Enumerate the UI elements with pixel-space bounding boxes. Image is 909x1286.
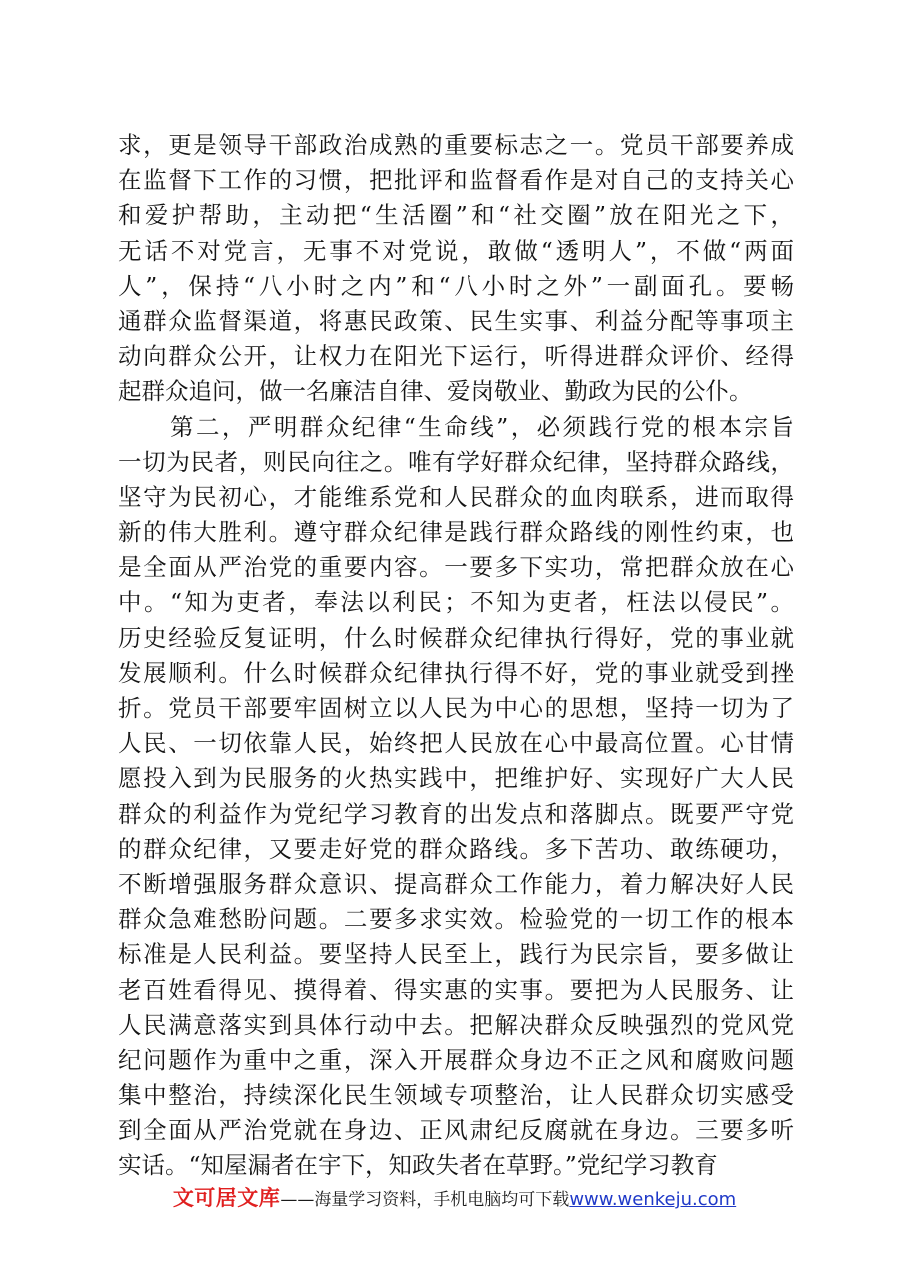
footer-website-link[interactable]: www.wenkeju.com [569,1189,737,1210]
text-line: 是全面从严治党的重要内容。一要多下实功，常把群众放在心 [118,553,794,582]
body-text [118,128,794,1184]
footer-banner [0,1182,909,1212]
text-line: 折。党员干部要牢固树立以人民为中心的思想，坚持一切为了 [118,694,794,722]
text-line: 不断增强服务群众意识、提高群众工作能力，着力解决好人民 [118,869,794,898]
text-line: 愿投入到为民服务的火热实践中，把维护好、实现好广大人民 [118,764,794,793]
text-line: 无话不对党言，无事不对党说，敢做“透明人”，不做“两面 [118,236,794,265]
text-line: 和爱护帮助，主动把“生活圈”和“社交圈”放在阳光之下， [118,201,794,230]
text-line: 标准是人民利益。要坚持人民至上，践行为民宗旨，要多做让 [118,940,794,969]
text-line: 中。“知为吏者，奉法以利民；不知为吏者，枉法以侵民”。 [118,588,794,617]
text-line: 到全面从严治党就在身边、正风肃纪反腐就在身边。三要多听 [118,1116,794,1145]
text-line: 实话。“知屋漏者在宇下，知政失者在草野。”党纪学习教育 [118,1151,718,1180]
text-line: 纪问题作为重中之重，深入开展群众身边不正之风和腐败问题 [118,1045,794,1074]
text-line: 群众急难愁盼问题。二要多求实效。检验党的一切工作的根本 [118,905,794,934]
text-line: 人民、一切依靠人民，始终把人民放在心中最高位置。心甘情 [118,729,794,758]
text-line: 人”，保持“八小时之内”和“八小时之外”一副面孔。要畅 [118,271,794,300]
text-line: 历史经验反复证明，什么时候群众纪律执行得好，党的事业就 [118,623,794,652]
text-line: 第二，严明群众纪律“生命线”，必须践行党的根本宗旨 [118,412,794,441]
text-line: 求，更是领导干部政治成熟的重要标志之一。党员干部要养成 [118,131,794,159]
text-line: 起群众追问，做一名廉洁自律、爱岗敬业、勤政为民的公仆。 [118,377,753,406]
text-line: 群众的利益作为党纪学习教育的出发点和落脚点。既要严守党 [118,799,794,828]
footer-brand: 文可居文库 [172,1186,281,1210]
text-line: 人民满意落实到具体行动中去。把解决群众反映强烈的党风党 [118,1010,794,1039]
text-line: 坚守为民初心，才能维系党和人民群众的血肉联系，进而取得 [118,482,794,511]
text-line: 动向群众公开，让权力在阳光下运行，听得进群众评价、经得 [118,342,794,371]
text-line: 一切为民者，则民向往之。唯有学好群众纪律，坚持群众路线， [118,447,794,476]
text-line: 老百姓看得见、摸得着、得实惠的实事。要把为人民服务、让 [118,975,794,1004]
text-line: 发展顺利。什么时候群众纪律执行得不好，党的事业就受到挫 [118,658,794,687]
text-line: 集中整治，持续深化民生领域专项整治，让人民群众切实感受 [118,1081,794,1110]
text-line: 通群众监督渠道，将惠民政策、民生实事、利益分配等事项主 [118,306,794,335]
text-line: 在监督下工作的习惯，把批评和监督看作是对自己的支持关心 [118,166,794,195]
text-line: 的群众纪律，又要走好党的群众路线。多下苦功、敢练硬功， [118,834,794,863]
text-line: 新的伟大胜利。遵守群众纪律是践行群众路线的刚性约束，也 [118,518,794,547]
footer-slogan: ——海量学习资料，手机电脑均可下载 [280,1190,570,1210]
